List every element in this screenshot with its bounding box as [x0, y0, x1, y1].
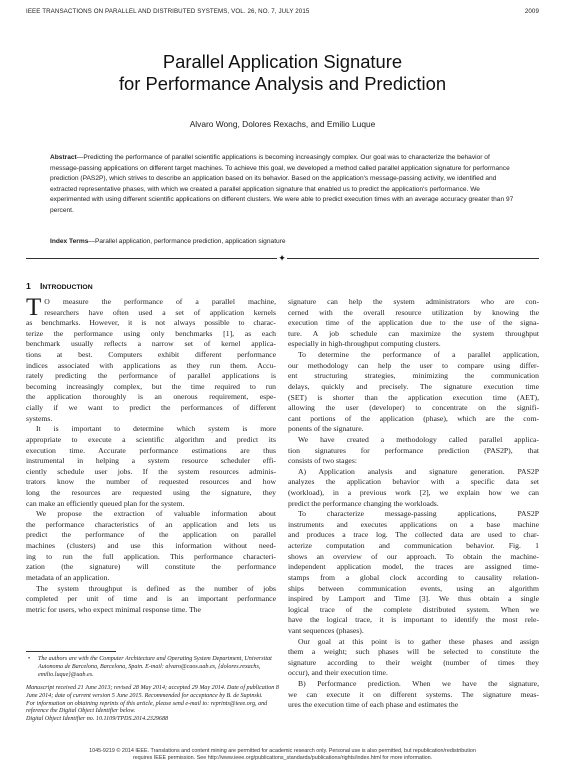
text-line: and produces a trace log. The collected data are used to char-	[288, 530, 539, 540]
footnotes	[26, 656, 282, 724]
footnote-rule	[26, 651, 116, 652]
footer-line-2: requires IEEE permission. See http://www.ieee.org/publications_standards/publications/rights/index.html for more information.	[132, 755, 433, 761]
running-header	[26, 8, 539, 18]
text-line: completed per unit of time and is an important performance	[26, 594, 276, 604]
text-line: ures the execution time of each phase and estimates the	[288, 700, 459, 710]
title-line-2: for Performance Analysis and Prediction	[118, 73, 447, 94]
text-line: benchmark usually reflects a narrow set of kernel applica-	[26, 339, 276, 349]
text-line: instruments and executes applications on a base machine	[288, 519, 539, 529]
affiliation-text: The authors are with the Computer Architecture and Operating System Department, Universitat Autonoma de Barcelona, Barcelona, Spain. E-mail: alvaro@caos.uab.es, {dolores.rexachs, emilio.luque}@uab.es.	[38, 656, 272, 678]
text-line: cially if we want to predict the performances of different	[26, 403, 276, 413]
text-line: We have created a methodology called parallel applica-	[298, 434, 539, 444]
text-line: logical trace of the complete distributed system. When we	[288, 604, 539, 614]
text-line: especially in high-throughput computing clusters.	[288, 339, 441, 349]
text-line: Our goal at this point is to gather these phases and assign	[298, 636, 539, 646]
text-line: execution time. Accurate performance estimations are thus	[26, 445, 276, 455]
text-line: vant sequences (phases).	[288, 625, 364, 635]
reprints-info: For information on obtaining reprints of this article, please send e-mail to: reprints@ieee.org, and reference the Digital Object Identifier below.	[26, 700, 268, 715]
text-line: zation (the signature) will constitute the performance	[26, 562, 276, 572]
text-line: To characterize message-passing applications, PAS2P	[298, 509, 539, 519]
text-line: (SET) is shorter than the application execution time (AET),	[288, 392, 539, 402]
section-title-initial: I	[40, 281, 43, 291]
text-line: A) Application analysis and signature generation. PAS2P	[298, 466, 539, 476]
text-line: rately predicting the performance of parallel applications is	[26, 371, 276, 381]
text-line: terize the performance using only benchmarks [1], as each	[26, 328, 276, 338]
text-line: researchers have often used a set of application kernels	[44, 307, 276, 317]
text-line: appropriate to execute a scientific algorithm and predict its	[26, 434, 276, 444]
text-line: independent application model, the traces are assigned time-	[288, 562, 539, 572]
index-terms-label: Index Terms	[50, 238, 89, 245]
text-line: ture. A job schedule can maximize the system throughput	[288, 328, 539, 338]
text-line: indices associated with applications as they run them. Accu-	[26, 360, 276, 370]
text-line: tion signatures for performance prediction (PAS2P), that	[288, 445, 539, 455]
text-line: allowing the user (developer) to concentrate on the signifi-	[288, 403, 539, 413]
text-line: metadata of an application.	[26, 572, 110, 582]
text-line: predict the performance changing the workloads.	[288, 498, 439, 508]
text-line: shows an overview of our approach. To obtain the machine-	[288, 551, 539, 561]
authors: Alvaro Wong, Dolores Rexachs, and Emilio Luque	[189, 119, 376, 129]
text-line: acterize computation and communication behavior. Fig. 1	[288, 541, 539, 551]
text-line: stamps from a global clock according to causality relation-	[288, 572, 539, 582]
text-line: (workload), in a previous work [2], we explain how we can	[288, 488, 539, 498]
text-line: the performance characteristics of an application and lets us	[26, 519, 276, 529]
abstract	[50, 153, 520, 216]
abstract-label: Abstract	[50, 154, 77, 161]
text-line: ent structuring strategies, minimizing the communication	[288, 371, 539, 381]
journal-header: IEEE TRANSACTIONS ON PARALLEL AND DISTRIBUTED SYSTEMS, VOL. 26, NO. 7, JULY 2015	[26, 8, 310, 15]
text-line: becoming increasingly complex, but the time required to run	[26, 381, 276, 391]
text-line: execution time of the application due to the use of the signa-	[288, 318, 539, 328]
text-line: tions at best. Computers exhibit different performance	[26, 350, 276, 360]
text-line: delays, quickly and precisely. The signature execution time	[288, 381, 539, 391]
page-number: 2009	[524, 8, 539, 15]
text-line: inspired by Lamport and Time [3]. We thus obtain a single	[288, 594, 539, 604]
text-line: have the logical trace, it is important to identify the most rele-	[288, 615, 539, 625]
doi-info: Digital Object Identifier no. 10.1109/TPDS.2014.2329688	[26, 716, 169, 723]
text-line: cant portions of the application (phase), which are the com-	[288, 413, 539, 423]
text-line: can make an efficiently queued plan for the system.	[26, 498, 185, 508]
left-column	[26, 294, 276, 615]
text-line: our methodology can help the user to compare using differ-	[288, 360, 539, 370]
text-line: ciently schedule user jobs. If the system resources adminis-	[26, 466, 276, 476]
text-line: trators know the number of requested resources and how	[26, 477, 276, 487]
right-column	[288, 297, 539, 711]
index-terms	[50, 237, 520, 247]
text-line: as benchmarks. However, it is not always possible to charac-	[26, 318, 276, 328]
text-line: long the resources are requested using the signature, they	[26, 487, 276, 497]
manuscript-info: Manuscript received 21 June 2013; revised 28 May 2014; accepted 29 May 2014. Date of publication 8 June 2014; date of current version 5 June 2015. Recommended for acceptance by B. de Supinski.	[26, 684, 279, 699]
section-heading	[26, 281, 93, 291]
index-terms-text: —Parallel application, performance prediction, application signature	[88, 238, 286, 245]
paper-title	[0, 51, 565, 95]
text-line: analyzes the application behavior with a specific data set	[288, 477, 539, 487]
text-line: predict the performance of the application on parallel	[26, 530, 276, 540]
text-line: systems.	[26, 413, 53, 423]
footer-line-1: 1045-9219 © 2014 IEEE. Translations and content mining are permitted for academic research only. Personal use is also permitted, but republication/redistribution	[89, 748, 476, 754]
text-line: instrumental in helping a system resource scheduler effi-	[26, 456, 276, 466]
drop-cap: T	[26, 294, 42, 321]
text-line: We propose the extraction of valuable information about	[36, 509, 276, 519]
text-line: occur), and their execution time.	[288, 668, 388, 678]
text-line: signature according to their weight (number of times they	[288, 657, 539, 667]
abstract-text: —Predicting the performance of parallel scientific applications is becoming increasingly complex. Our goal was to characterize the behavior of message-passing applications on different target machines. To achieve this goal, we developed a method called parallel application signature for performance prediction (PAS2P), which strives to describe an application based on its behavior. Based on the application's message-passing activity, we identified and extracted representative phases, with which we created a parallel application signature that enabled us to predict the application's performance. We experimented with using different scientific applications on different clusters. We were able to predict execution times with an average accuracy greater than 97 percent.	[50, 154, 514, 214]
text-line: cerned with the overall resource utilization by knowing the	[288, 307, 539, 317]
footnote-bullet: •	[28, 656, 31, 662]
text-line: The system throughput is defined as the number of jobs	[36, 583, 276, 593]
text-line: the application thoroughly is an onerous requirement, espe-	[26, 392, 276, 402]
text-line: ing to run the full application. This performance characteri-	[26, 551, 276, 561]
title-line-1: Parallel Application Signature	[162, 51, 403, 72]
text-line: metric for users, who expect minimal response time. The	[26, 604, 201, 614]
affiliation-footnote	[26, 656, 282, 680]
divider-ornament: ✦	[278, 253, 286, 263]
text-line: B) Performance prediction. When we have the signature,	[298, 679, 539, 689]
section-number: 1	[26, 281, 31, 291]
text-line: signature can help the system administrators who are con-	[288, 297, 539, 306]
text-line: we can execute it on different systems. The signature meas-	[288, 689, 539, 699]
text-line: ponents of the signature.	[288, 424, 364, 434]
text-line: To determine the performance of a parallel application,	[298, 350, 539, 360]
text-line: consists of two stages:	[288, 456, 357, 466]
copyright-footer	[0, 748, 565, 762]
text-line: ships between communication events, using an algorithm	[288, 583, 539, 593]
text-line: machines (clusters) and use this information without need-	[26, 541, 276, 551]
text-line: O measure the performance of a parallel machine,	[44, 297, 276, 306]
section-title-rest: NTRODUCTION	[42, 284, 93, 291]
text-line: It is important to determine which system is more	[36, 424, 276, 434]
text-line: them a weight; such phases will be selected to constitute the	[288, 647, 539, 657]
